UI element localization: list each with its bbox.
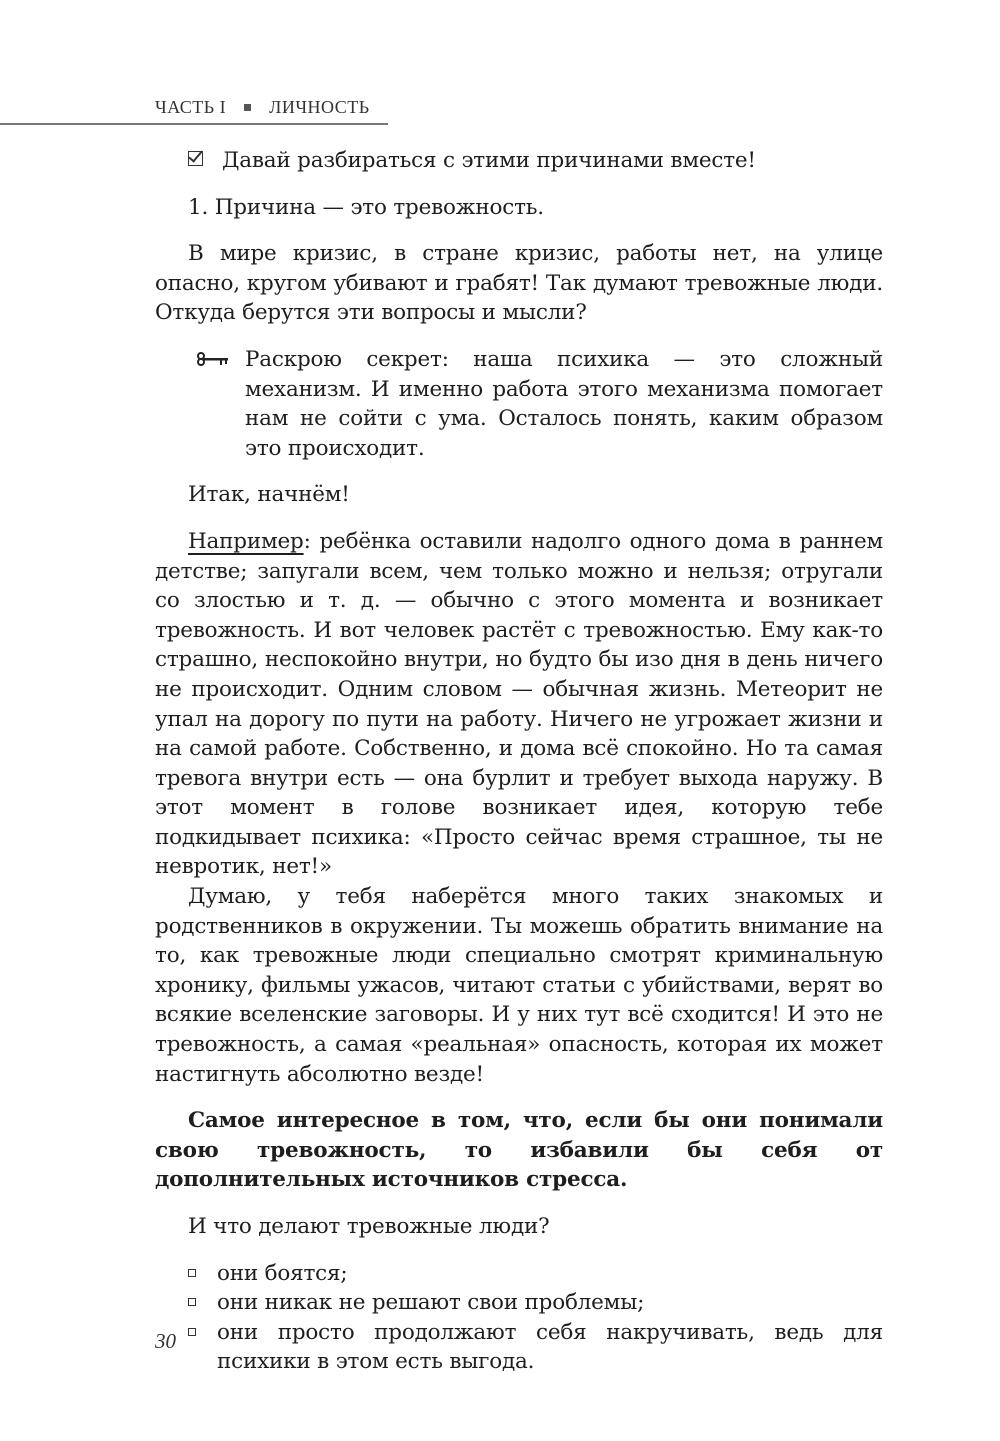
- paragraph-3: Думаю, у тебя наберётся много таких знакомых и родственников в окружении. Ты можешь обратить внимание на то, как тревожные люди специально смотрят криминальную хронику, фильмы ужасов, читают статьи с убийствами, верят во всякие вселенские заговоры. И у них тут всё сходится! И это не тревожность, а самая «реальная» опасность, которая их может настигнуть абсолютно везде!: [155, 884, 883, 1087]
- header-part: ЧАСТЬ I: [155, 97, 227, 117]
- example-paragraph: [155, 527, 883, 882]
- header-title: ЛИЧНОСТЬ: [269, 97, 370, 117]
- key-note: [155, 345, 883, 463]
- paragraph-2: Итак, начнём!: [188, 482, 350, 508]
- key-icon: [195, 352, 229, 366]
- question-line: И что делают тревожные люди?: [188, 1214, 550, 1239]
- bullet-square-icon: [188, 1328, 196, 1336]
- bullet-square-icon: [188, 1298, 196, 1306]
- bullet-list: [155, 1259, 883, 1377]
- separator-square-icon: [244, 104, 251, 111]
- header-rule: [0, 123, 388, 125]
- list-item: они никак не решают свои проблемы;: [217, 1288, 883, 1318]
- numbered-item: 1. Причина — это тревожность.: [188, 194, 544, 220]
- bullet-square-icon: [188, 1269, 196, 1277]
- example-label: Например: [188, 528, 304, 554]
- list-item: они просто продолжают себя накручивать, ведь для психики в этом есть выгода.: [217, 1318, 883, 1377]
- checklist-line: [155, 146, 883, 176]
- running-header: [155, 97, 370, 118]
- page-content: [155, 146, 883, 1377]
- page-number: 30: [155, 1329, 176, 1353]
- bold-paragraph: Самое интересное в том, что, если бы они понимали свою тревожность, то избавили бы себя от дополнительных источников стресса.: [155, 1108, 883, 1193]
- list-item: они боятся;: [217, 1259, 883, 1289]
- key-note-text: Раскрою секрет: наша психика — это сложный механизм. И именно работа этого механизма помогает нам не сойти с ума. Осталось понять, каким образом это происходит.: [245, 346, 883, 461]
- checkbox-icon: [188, 151, 203, 166]
- example-text: : ребёнка оставили надолго одного дома в раннем детстве; запугали всем, чем только можно и нельзя; отругали со злостью и т. д. — обычно с этого момента и возникает тревожность. И вот человек растёт с тревожностью. Ему как-то страшно, неспокойно внутри, но будто бы изо дня в день ничего не происходит. Одним словом — обычная жизнь. Метеорит не упал на дорогу по пути на работу. Ничего не угрожает жизни и на самой работе. Собственно, и дома всё спокойно. Но та самая тревога внутри есть — она бурлит и требует выхода наружу. В этот момент в голове возникает идея, которую тебе подкидывает психика: «Просто сейчас время страшное, ты не невротик, нет!»: [155, 528, 883, 880]
- paragraph-1: В мире кризис, в стране кризис, работы нет, на улице опасно, кругом убивают и грабят! Так думают тревожные люди. Откуда берутся эти вопросы и мысли?: [155, 241, 883, 326]
- checklist-text: Давай разбираться с этими причинами вместе!: [222, 148, 756, 173]
